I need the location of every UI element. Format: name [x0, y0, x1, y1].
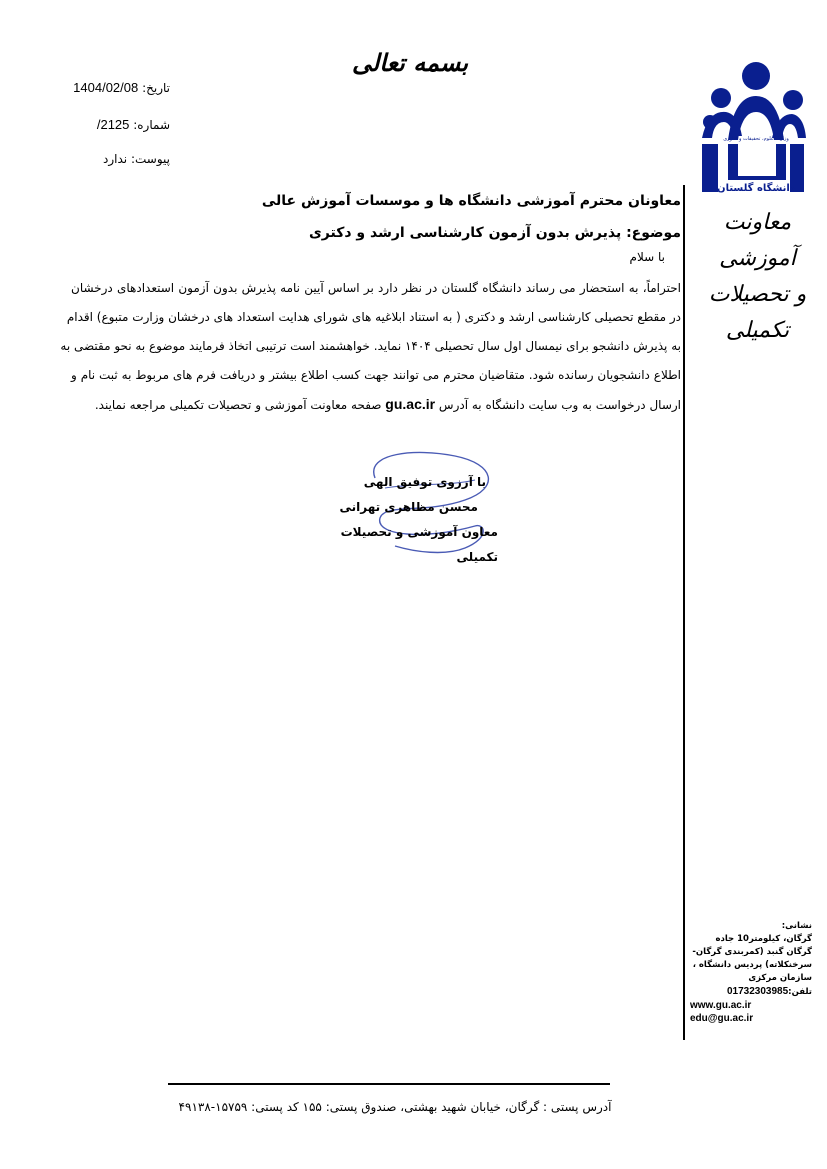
body-line: اطلاع دانشجویان رسانده شود. متقاضیان محترم می توانند جهت کسب اطلاع بیشتر و دریافت فرم های مربوط به ثبت نام و: [71, 368, 681, 382]
attachment-value: ندارد: [103, 152, 128, 166]
attachment-label: پیوست:: [130, 152, 170, 166]
body-line: احتراماً، به استحضار می رساند دانشگاه گلستان در نظر دارد بر اساس آیین نامه پذیرش بدون آزمون استعدادهای درخشان: [71, 281, 681, 295]
office-title: [700, 205, 815, 349]
website-link[interactable]: gu.ac.ir: [385, 396, 436, 412]
date-value: 1404/02/08: [73, 80, 139, 95]
letter-subject: موضوع: پذیرش بدون آزمون کارشناسی ارشد و دکتری: [308, 225, 681, 241]
logo-caption: دانشگاه گلستان: [717, 183, 795, 194]
footer-address: آدرس پستی : گرگان، خیابان شهید بهشتی، صندوق پستی: ۱۵۵ کد پستی: ۱۵۷۵۹-۴۹۱۳۸: [178, 1100, 612, 1114]
office-title-line1: معاونت آموزشی: [719, 210, 796, 271]
body-line-last: [71, 390, 681, 420]
body-line: به پذیرش دانشجو برای نیمسال اول سال تحصیلی ۱۴۰۴ نماید. خواهشمند است ترتیبی اتخاذ فرمایند موضوع به نحو مقتضی به: [60, 339, 681, 353]
basmala-heading: بسمه تعالی: [351, 48, 469, 77]
body-line: در مقطع تحصیلی کارشناسی ارشد و دکتری ( به استناد ابلاغیه های شورای هدایت استعداد های درخشان وزارت متبوع) اقدام: [66, 310, 681, 324]
signature-closing: با آرزوی توفیق الهی: [363, 475, 486, 489]
date-row: [50, 80, 170, 95]
contact-info: [690, 920, 812, 1025]
contact-label: نشانی:: [781, 921, 812, 931]
office-title-line2: و تحصیلات تکمیلی: [708, 282, 807, 343]
date-label: تاریخ:: [142, 81, 170, 95]
number-row: [50, 117, 170, 132]
number-value: 2125/: [96, 117, 130, 132]
number-label: شماره:: [133, 118, 170, 132]
university-logo: [698, 60, 808, 195]
contact-website[interactable]: www.gu.ac.ir: [690, 1000, 752, 1011]
contact-phone-row: [690, 985, 812, 999]
footer-divider: [168, 1083, 610, 1085]
phone-number: 01732303985: [726, 986, 789, 997]
contact-address-line: سرخنکلاته) پردیس دانشگاه ،: [692, 960, 812, 970]
body-line-last-after: صفحه معاونت آموزشی و تحصیلات تکمیلی مراجعه نمایند.: [94, 398, 382, 412]
signatory-title: معاون آموزشی و تحصیلات تکمیلی: [340, 525, 498, 564]
letter-greeting: با سلام: [629, 250, 665, 264]
contact-address-line: سازمان مرکزی: [748, 973, 812, 983]
phone-label: تلفن:: [788, 987, 812, 997]
attachment-row: [50, 152, 170, 166]
contact-address-line: گرگان گنبد (کمربندی گرگان-: [692, 947, 812, 957]
letter-body: [60, 274, 681, 420]
body-line-last-before: ارسال درخواست به وب سایت دانشگاه به آدرس: [438, 398, 681, 412]
contact-email[interactable]: edu@gu.ac.ir: [690, 1013, 754, 1024]
signatory-name: محسن مظاهری تهرانی: [339, 500, 478, 514]
signature-block: [320, 470, 498, 570]
logo-tagline: وزارت علوم، تحقیقات و فناوری: [723, 136, 789, 142]
university-logo-icon: [698, 60, 808, 195]
contact-address-line: گرگان، کیلومتر10 جاده: [715, 934, 812, 944]
letter-addressee: معاونان محترم آموزشی دانشگاه ها و موسسات آموزش عالی: [261, 193, 681, 209]
sidebar-divider: [683, 185, 685, 1040]
